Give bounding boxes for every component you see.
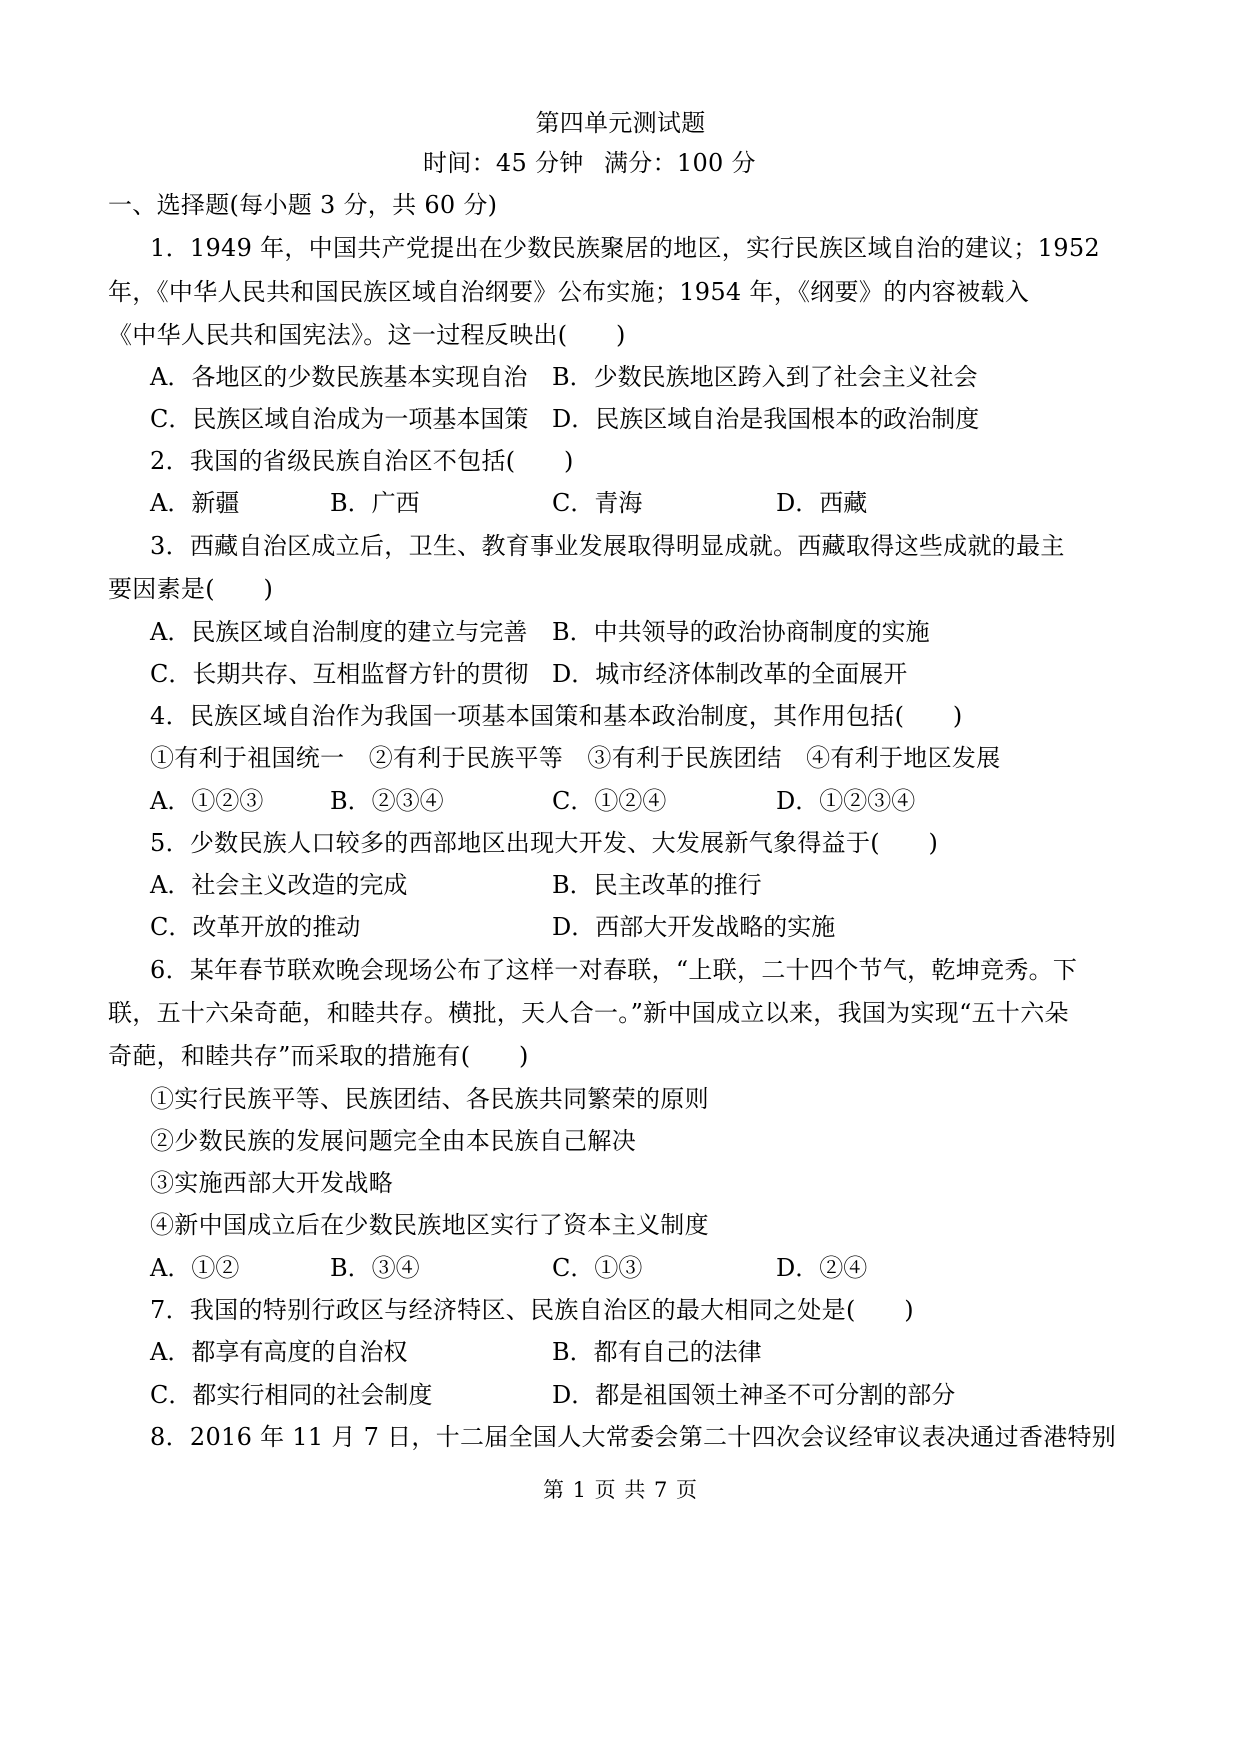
- page-footer: 第 1 页 共 7 页: [542, 1478, 699, 1502]
- q6-option-b: B．③④: [330, 1254, 420, 1282]
- q4-line-2: ①有利于祖国统一 ②有利于民族平等 ③有利于民族团结 ④有利于地区发展: [150, 744, 1001, 772]
- q5-option-a: A．社会主义改造的完成: [150, 871, 408, 899]
- q3-line-1: 3．西藏自治区成立后，卫生、教育事业发展取得明显成就。西藏取得这些成就的最主: [150, 532, 1065, 560]
- q2-option-a: A．新疆: [150, 489, 240, 517]
- q2-option-d: D．西藏: [776, 489, 868, 517]
- q3-line-2: 要因素是( ): [108, 575, 274, 603]
- q4-option-c: C．①②④: [552, 787, 667, 815]
- q7-option-b: B．都有自己的法律: [552, 1338, 762, 1366]
- q7-line-1: 7．我国的特别行政区与经济特区、民族自治区的最大相同之处是( ): [150, 1296, 914, 1324]
- q6-option-d: D．②④: [776, 1254, 868, 1282]
- q7-option-d: D．都是祖国领土神圣不可分割的部分: [552, 1381, 956, 1409]
- exam-score: 满分：100 分: [604, 149, 756, 177]
- q1-line-2: 年，《中华人民共和国民族区域自治纲要》公布实施；1954 年，《纲要》的内容被载入: [108, 278, 1030, 306]
- page-title: 第四单元测试题: [535, 109, 706, 137]
- q6-line-1: 6．某年春节联欢晚会现场公布了这样一对春联，“上联，二十四个节气，乾坤竞秀。下: [150, 956, 1078, 984]
- q7-option-c: C．都实行相同的社会制度: [150, 1381, 433, 1409]
- q5-option-b: B．民主改革的推行: [552, 871, 762, 899]
- q1-option-c: C．民族区域自治成为一项基本国策: [150, 405, 529, 433]
- q4-line-1: 4．民族区域自治作为我国一项基本国策和基本政治制度，其作用包括( ): [150, 702, 963, 730]
- q1-option-d: D．民族区域自治是我国根本的政治制度: [552, 405, 980, 433]
- q2-option-c: C．青海: [552, 489, 643, 517]
- q2-option-b: B．广西: [330, 489, 420, 517]
- q1-option-b: B．少数民族地区跨入到了社会主义社会: [552, 363, 978, 391]
- q6-statement-3: ③实施西部大开发战略: [150, 1169, 393, 1197]
- q1-option-a: A．各地区的少数民族基本实现自治: [150, 363, 528, 391]
- q4-option-b: B．②③④: [330, 787, 444, 815]
- q6-option-c: C．①③: [552, 1254, 643, 1282]
- q6-line-3: 奇葩，和睦共存”而采取的措施有( ): [108, 1042, 529, 1070]
- q1-line-1: 1．1949 年，中国共产党提出在少数民族聚居的地区，实行民族区域自治的建议；1952: [150, 234, 1100, 262]
- q6-statement-4: ④新中国成立后在少数民族地区实行了资本主义制度: [150, 1211, 709, 1239]
- q8-line-1: 8．2016 年 11 月 7 日，十二届全国人大常委会第二十四次会议经审议表决通过香港特别: [150, 1423, 1117, 1451]
- q5-option-c: C．改革开放的推动: [150, 913, 361, 941]
- q6-option-a: A．①②: [150, 1254, 240, 1282]
- q1-line-3: 《中华人民共和国宪法》。这一过程反映出( ): [108, 321, 626, 349]
- q3-option-a: A．民族区域自治制度的建立与完善: [150, 618, 528, 646]
- q3-option-d: D．城市经济体制改革的全面展开: [552, 660, 908, 688]
- q6-statement-1: ①实行民族平等、民族团结、各民族共同繁荣的原则: [150, 1085, 709, 1113]
- q6-line-2: 联，五十六朵奇葩，和睦共存。横批，天人合一。”新中国成立以来，我国为实现“五十六朵: [108, 999, 1069, 1027]
- q3-option-b: B．中共领导的政治协商制度的实施: [552, 618, 930, 646]
- q6-statement-2: ②少数民族的发展问题完全由本民族自己解决: [150, 1127, 636, 1155]
- section-heading: 一、选择题(每小题 3 分，共 60 分): [108, 191, 498, 219]
- q5-line-1: 5．少数民族人口较多的西部地区出现大开发、大发展新气象得益于( ): [150, 829, 939, 857]
- q4-option-d: D．①②③④: [776, 787, 916, 815]
- q2-line-1: 2．我国的省级民族自治区不包括( ): [150, 447, 574, 475]
- q7-option-a: A．都享有高度的自治权: [150, 1338, 408, 1366]
- q3-option-c: C．长期共存、互相监督方针的贯彻: [150, 660, 529, 688]
- q5-option-d: D．西部大开发战略的实施: [552, 913, 836, 941]
- q4-option-a: A．①②③: [150, 787, 264, 815]
- exam-time: 时间：45 分钟: [423, 149, 584, 177]
